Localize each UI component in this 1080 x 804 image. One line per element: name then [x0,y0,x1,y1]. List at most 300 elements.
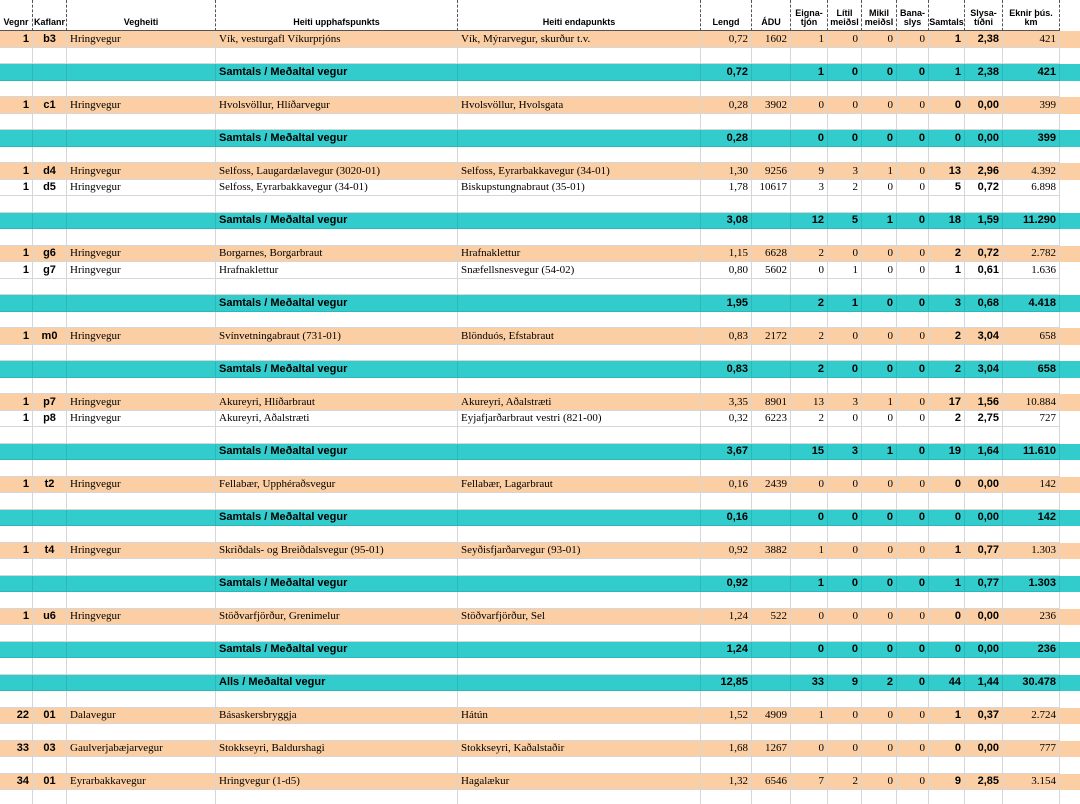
cell-lengd[interactable] [701,625,752,642]
cell-vegnr[interactable] [0,81,33,98]
cell-vegnr[interactable] [0,691,33,708]
cell-bana[interactable]: 0 [897,741,929,758]
cell-eigna[interactable] [791,493,828,510]
cell-mikil[interactable] [862,427,897,444]
total-label[interactable]: Samtals / Meðaltal vegur [216,576,458,593]
cell-eknir[interactable] [1003,196,1060,213]
cell-samtals[interactable] [929,147,965,164]
cell-enda[interactable] [458,213,701,230]
cell-upphaf[interactable]: Akureyri, Hlíðarbraut [216,394,458,411]
cell-vegheiti[interactable] [67,526,216,543]
cell-lengd[interactable] [701,279,752,296]
col-header-eknir[interactable]: Eknir þús. km [1003,0,1060,31]
total-label[interactable]: Samtals / Meðaltal vegur [216,213,458,230]
cell-enda[interactable]: Snæfellsnesvegur (54-02) [458,262,701,279]
cell-upphaf[interactable]: Selfoss, Laugardælavegur (3020-01) [216,163,458,180]
cell-adu[interactable] [752,559,791,576]
cell-samtals[interactable]: 1 [929,262,965,279]
cell-bana[interactable] [897,559,929,576]
col-header-upphaf[interactable]: Heiti upphafspunkts [216,0,458,31]
cell-lengd[interactable]: 1,78 [701,180,752,197]
cell-lengd[interactable]: 0,83 [701,328,752,345]
cell-lengd[interactable]: 1,32 [701,774,752,791]
cell-litil[interactable] [828,114,862,131]
cell-adu[interactable] [752,130,791,147]
cell-enda[interactable]: Vík, Mýrarvegur, skurður t.v. [458,31,701,48]
cell-slysa[interactable]: 0,00 [965,477,1003,494]
cell-enda[interactable] [458,675,701,692]
cell-eigna[interactable] [791,427,828,444]
cell-litil[interactable] [828,378,862,395]
cell-vegnr[interactable]: 1 [0,609,33,626]
cell-enda[interactable] [458,526,701,543]
cell-eknir[interactable]: 421 [1003,64,1060,81]
cell-slysa[interactable] [965,724,1003,741]
cell-samtals[interactable]: 0 [929,642,965,659]
col-header-samtals[interactable]: Samtals [929,0,965,31]
cell-bana[interactable]: 0 [897,642,929,659]
cell-vegnr[interactable] [0,345,33,362]
cell-mikil[interactable] [862,196,897,213]
cell-enda[interactable] [458,361,701,378]
cell-mikil[interactable]: 0 [862,97,897,114]
cell-kafli[interactable]: b3 [33,31,67,48]
cell-upphaf[interactable] [216,48,458,65]
cell-mikil[interactable]: 0 [862,180,897,197]
cell-mikil[interactable] [862,625,897,642]
cell-eigna[interactable]: 33 [791,675,828,692]
cell-vegnr[interactable]: 1 [0,163,33,180]
cell-litil[interactable]: 2 [828,180,862,197]
cell-vegheiti[interactable]: Hringvegur [67,477,216,494]
cell-enda[interactable]: Blönduós, Efstabraut [458,328,701,345]
cell-vegnr[interactable] [0,510,33,527]
cell-eigna[interactable]: 0 [791,741,828,758]
cell-upphaf[interactable] [216,229,458,246]
cell-bana[interactable] [897,691,929,708]
cell-mikil[interactable] [862,229,897,246]
cell-slysa[interactable] [965,691,1003,708]
cell-lengd[interactable] [701,757,752,774]
cell-eigna[interactable]: 15 [791,444,828,461]
cell-samtals[interactable] [929,427,965,444]
cell-vegnr[interactable] [0,757,33,774]
cell-kafli[interactable] [33,625,67,642]
cell-samtals[interactable]: 18 [929,213,965,230]
cell-litil[interactable]: 0 [828,741,862,758]
cell-eknir[interactable]: 6.898 [1003,180,1060,197]
cell-eigna[interactable]: 0 [791,642,828,659]
cell-kafli[interactable]: u6 [33,609,67,626]
cell-slysa[interactable] [965,81,1003,98]
cell-enda[interactable]: Biskupstungnabraut (35-01) [458,180,701,197]
cell-vegheiti[interactable] [67,576,216,593]
cell-slysa[interactable] [965,757,1003,774]
cell-eigna[interactable]: 1 [791,64,828,81]
cell-eknir[interactable] [1003,724,1060,741]
cell-litil[interactable] [828,625,862,642]
cell-adu[interactable]: 6628 [752,246,791,263]
cell-eknir[interactable] [1003,147,1060,164]
cell-eigna[interactable] [791,229,828,246]
cell-litil[interactable]: 0 [828,130,862,147]
cell-samtals[interactable]: 0 [929,97,965,114]
cell-kafli[interactable]: p7 [33,394,67,411]
cell-vegnr[interactable]: 1 [0,411,33,428]
cell-slysa[interactable] [965,526,1003,543]
cell-lengd[interactable]: 1,68 [701,741,752,758]
cell-samtals[interactable] [929,229,965,246]
cell-vegheiti[interactable] [67,724,216,741]
cell-slysa[interactable]: 1,44 [965,675,1003,692]
cell-eknir[interactable] [1003,460,1060,477]
cell-eknir[interactable] [1003,114,1060,131]
cell-kafli[interactable]: 01 [33,708,67,725]
cell-enda[interactable] [458,460,701,477]
cell-litil[interactable]: 0 [828,328,862,345]
cell-samtals[interactable]: 0 [929,510,965,527]
cell-vegheiti[interactable] [67,312,216,329]
cell-slysa[interactable]: 0,61 [965,262,1003,279]
cell-mikil[interactable]: 0 [862,411,897,428]
cell-vegheiti[interactable] [67,658,216,675]
cell-samtals[interactable]: 5 [929,180,965,197]
cell-vegheiti[interactable]: Gaulverjabæjarvegur [67,741,216,758]
cell-vegheiti[interactable]: Eyrarbakkavegur [67,774,216,791]
cell-adu[interactable]: 8901 [752,394,791,411]
cell-lengd[interactable]: 0,83 [701,361,752,378]
cell-vegnr[interactable] [0,592,33,609]
cell-vegnr[interactable] [0,444,33,461]
cell-samtals[interactable] [929,691,965,708]
cell-vegheiti[interactable] [67,48,216,65]
cell-bana[interactable] [897,114,929,131]
cell-enda[interactable] [458,576,701,593]
cell-eigna[interactable] [791,691,828,708]
cell-bana[interactable] [897,526,929,543]
cell-lengd[interactable]: 12,85 [701,675,752,692]
cell-litil[interactable] [828,229,862,246]
cell-litil[interactable]: 0 [828,31,862,48]
cell-vegheiti[interactable]: Hringvegur [67,262,216,279]
cell-litil[interactable] [828,493,862,510]
cell-enda[interactable]: Seyðisfjarðarvegur (93-01) [458,543,701,560]
cell-bana[interactable]: 0 [897,444,929,461]
cell-bana[interactable]: 0 [897,262,929,279]
cell-litil[interactable]: 0 [828,64,862,81]
cell-vegnr[interactable] [0,526,33,543]
cell-kafli[interactable] [33,147,67,164]
cell-samtals[interactable] [929,592,965,609]
cell-samtals[interactable] [929,196,965,213]
cell-kafli[interactable]: 03 [33,741,67,758]
cell-adu[interactable]: 3902 [752,97,791,114]
cell-slysa[interactable] [965,279,1003,296]
cell-bana[interactable] [897,229,929,246]
cell-adu[interactable] [752,510,791,527]
cell-bana[interactable]: 0 [897,180,929,197]
cell-upphaf[interactable]: Selfoss, Eyrarbakkavegur (34-01) [216,180,458,197]
cell-eigna[interactable]: 0 [791,97,828,114]
cell-samtals[interactable] [929,658,965,675]
cell-litil[interactable]: 0 [828,510,862,527]
cell-slysa[interactable]: 0,72 [965,180,1003,197]
cell-lengd[interactable] [701,460,752,477]
cell-adu[interactable] [752,658,791,675]
cell-vegheiti[interactable] [67,147,216,164]
cell-samtals[interactable]: 1 [929,708,965,725]
cell-vegnr[interactable] [0,460,33,477]
cell-bana[interactable] [897,378,929,395]
cell-upphaf[interactable] [216,757,458,774]
cell-slysa[interactable] [965,460,1003,477]
cell-vegheiti[interactable]: Hringvegur [67,180,216,197]
cell-litil[interactable]: 0 [828,543,862,560]
cell-mikil[interactable]: 2 [862,675,897,692]
cell-litil[interactable] [828,312,862,329]
cell-lengd[interactable]: 0,28 [701,130,752,147]
cell-litil[interactable] [828,658,862,675]
cell-samtals[interactable]: 0 [929,741,965,758]
cell-eknir[interactable]: 658 [1003,361,1060,378]
cell-mikil[interactable] [862,790,897,804]
cell-vegheiti[interactable] [67,64,216,81]
cell-eigna[interactable] [791,196,828,213]
cell-eknir[interactable]: 1.303 [1003,543,1060,560]
cell-litil[interactable] [828,427,862,444]
cell-kafli[interactable] [33,691,67,708]
cell-mikil[interactable] [862,691,897,708]
cell-kafli[interactable] [33,592,67,609]
cell-bana[interactable] [897,81,929,98]
cell-vegnr[interactable]: 34 [0,774,33,791]
cell-mikil[interactable]: 0 [862,64,897,81]
cell-eknir[interactable]: 421 [1003,31,1060,48]
cell-vegheiti[interactable] [67,691,216,708]
cell-vegheiti[interactable] [67,559,216,576]
cell-litil[interactable] [828,559,862,576]
cell-litil[interactable]: 3 [828,444,862,461]
cell-samtals[interactable]: 0 [929,609,965,626]
cell-vegnr[interactable]: 1 [0,31,33,48]
cell-vegheiti[interactable] [67,592,216,609]
cell-kafli[interactable] [33,427,67,444]
cell-litil[interactable] [828,460,862,477]
cell-samtals[interactable]: 19 [929,444,965,461]
cell-samtals[interactable]: 0 [929,477,965,494]
cell-eigna[interactable]: 0 [791,130,828,147]
cell-eknir[interactable]: 658 [1003,328,1060,345]
cell-adu[interactable]: 2439 [752,477,791,494]
cell-samtals[interactable] [929,724,965,741]
cell-lengd[interactable]: 0,92 [701,543,752,560]
cell-samtals[interactable]: 2 [929,411,965,428]
cell-eknir[interactable]: 10.884 [1003,394,1060,411]
cell-kafli[interactable] [33,724,67,741]
col-header-enda[interactable]: Heiti endapunkts [458,0,701,31]
cell-slysa[interactable]: 2,75 [965,411,1003,428]
cell-enda[interactable]: Eyjafjarðarbraut vestri (821-00) [458,411,701,428]
cell-eigna[interactable]: 13 [791,394,828,411]
cell-upphaf[interactable] [216,345,458,362]
cell-mikil[interactable]: 0 [862,510,897,527]
cell-mikil[interactable]: 0 [862,576,897,593]
cell-slysa[interactable]: 2,38 [965,31,1003,48]
cell-vegheiti[interactable]: Hringvegur [67,411,216,428]
cell-samtals[interactable] [929,790,965,804]
cell-eigna[interactable]: 3 [791,180,828,197]
cell-upphaf[interactable] [216,196,458,213]
cell-vegheiti[interactable]: Dalavegur [67,708,216,725]
cell-adu[interactable]: 10617 [752,180,791,197]
cell-enda[interactable] [458,295,701,312]
cell-kafli[interactable] [33,675,67,692]
cell-bana[interactable]: 0 [897,708,929,725]
cell-kafli[interactable] [33,48,67,65]
cell-eknir[interactable]: 4.418 [1003,295,1060,312]
cell-upphaf[interactable] [216,378,458,395]
cell-slysa[interactable] [965,114,1003,131]
cell-slysa[interactable]: 0,00 [965,741,1003,758]
cell-vegnr[interactable] [0,559,33,576]
cell-vegnr[interactable] [0,279,33,296]
cell-eknir[interactable]: 1.636 [1003,262,1060,279]
cell-vegnr[interactable] [0,295,33,312]
cell-lengd[interactable] [701,147,752,164]
cell-eigna[interactable]: 1 [791,576,828,593]
cell-bana[interactable] [897,724,929,741]
cell-litil[interactable] [828,48,862,65]
cell-enda[interactable] [458,48,701,65]
col-header-slysa[interactable]: Slysa-tíðni [965,0,1003,31]
cell-bana[interactable]: 0 [897,609,929,626]
cell-kafli[interactable] [33,312,67,329]
cell-enda[interactable] [458,691,701,708]
cell-lengd[interactable]: 3,35 [701,394,752,411]
cell-vegnr[interactable]: 1 [0,477,33,494]
cell-slysa[interactable] [965,378,1003,395]
cell-vegnr[interactable] [0,427,33,444]
cell-lengd[interactable] [701,427,752,444]
cell-eigna[interactable]: 0 [791,510,828,527]
cell-bana[interactable]: 0 [897,543,929,560]
cell-vegheiti[interactable] [67,213,216,230]
cell-bana[interactable]: 0 [897,394,929,411]
cell-enda[interactable]: Hagalækur [458,774,701,791]
cell-samtals[interactable] [929,493,965,510]
cell-slysa[interactable] [965,493,1003,510]
cell-enda[interactable] [458,427,701,444]
cell-mikil[interactable]: 0 [862,328,897,345]
cell-lengd[interactable] [701,790,752,804]
cell-eigna[interactable]: 0 [791,262,828,279]
cell-slysa[interactable] [965,312,1003,329]
cell-samtals[interactable] [929,378,965,395]
cell-litil[interactable] [828,757,862,774]
cell-samtals[interactable]: 44 [929,675,965,692]
cell-mikil[interactable] [862,460,897,477]
cell-kafli[interactable]: g6 [33,246,67,263]
cell-eigna[interactable]: 2 [791,328,828,345]
cell-lengd[interactable]: 1,24 [701,609,752,626]
cell-samtals[interactable]: 2 [929,361,965,378]
cell-vegnr[interactable] [0,790,33,804]
cell-vegnr[interactable] [0,130,33,147]
cell-upphaf[interactable]: Hringvegur (1-d5) [216,774,458,791]
cell-bana[interactable] [897,147,929,164]
cell-eknir[interactable] [1003,790,1060,804]
cell-lengd[interactable]: 1,95 [701,295,752,312]
cell-adu[interactable] [752,444,791,461]
cell-eigna[interactable]: 1 [791,543,828,560]
cell-enda[interactable] [458,625,701,642]
cell-slysa[interactable] [965,592,1003,609]
cell-vegheiti[interactable] [67,279,216,296]
cell-eigna[interactable] [791,378,828,395]
cell-samtals[interactable]: 1 [929,64,965,81]
cell-eknir[interactable] [1003,526,1060,543]
cell-bana[interactable]: 0 [897,477,929,494]
cell-vegnr[interactable]: 33 [0,741,33,758]
cell-adu[interactable]: 4909 [752,708,791,725]
cell-vegheiti[interactable]: Hringvegur [67,31,216,48]
cell-lengd[interactable] [701,81,752,98]
cell-enda[interactable]: Akureyri, Aðalstræti [458,394,701,411]
cell-lengd[interactable]: 0,28 [701,97,752,114]
cell-adu[interactable]: 1267 [752,741,791,758]
cell-upphaf[interactable] [216,559,458,576]
cell-upphaf[interactable] [216,691,458,708]
total-label[interactable]: Samtals / Meðaltal vegur [216,130,458,147]
cell-bana[interactable] [897,48,929,65]
cell-mikil[interactable]: 0 [862,642,897,659]
cell-eknir[interactable]: 236 [1003,642,1060,659]
cell-litil[interactable] [828,592,862,609]
cell-vegnr[interactable] [0,658,33,675]
cell-enda[interactable] [458,724,701,741]
cell-slysa[interactable]: 3,04 [965,361,1003,378]
cell-kafli[interactable] [33,444,67,461]
cell-bana[interactable] [897,196,929,213]
cell-enda[interactable]: Hvolsvöllur, Hvolsgata [458,97,701,114]
cell-eknir[interactable] [1003,757,1060,774]
cell-litil[interactable]: 0 [828,609,862,626]
cell-eknir[interactable]: 1.303 [1003,576,1060,593]
cell-litil[interactable]: 3 [828,163,862,180]
cell-eknir[interactable] [1003,229,1060,246]
col-header-adu[interactable]: ÁDU [752,0,791,31]
cell-upphaf[interactable] [216,427,458,444]
cell-slysa[interactable]: 0,00 [965,97,1003,114]
cell-bana[interactable]: 0 [897,774,929,791]
cell-eknir[interactable] [1003,625,1060,642]
cell-eigna[interactable] [791,625,828,642]
cell-lengd[interactable]: 1,15 [701,246,752,263]
cell-vegnr[interactable] [0,48,33,65]
cell-vegnr[interactable] [0,493,33,510]
cell-litil[interactable] [828,147,862,164]
cell-bana[interactable]: 0 [897,163,929,180]
cell-lengd[interactable] [701,312,752,329]
cell-upphaf[interactable]: Básaskersbryggja [216,708,458,725]
cell-samtals[interactable] [929,81,965,98]
cell-eigna[interactable] [791,526,828,543]
cell-slysa[interactable] [965,48,1003,65]
cell-vegheiti[interactable] [67,625,216,642]
total-label[interactable]: Samtals / Meðaltal vegur [216,510,458,527]
cell-enda[interactable] [458,790,701,804]
cell-enda[interactable]: Stöðvarfjörður, Sel [458,609,701,626]
